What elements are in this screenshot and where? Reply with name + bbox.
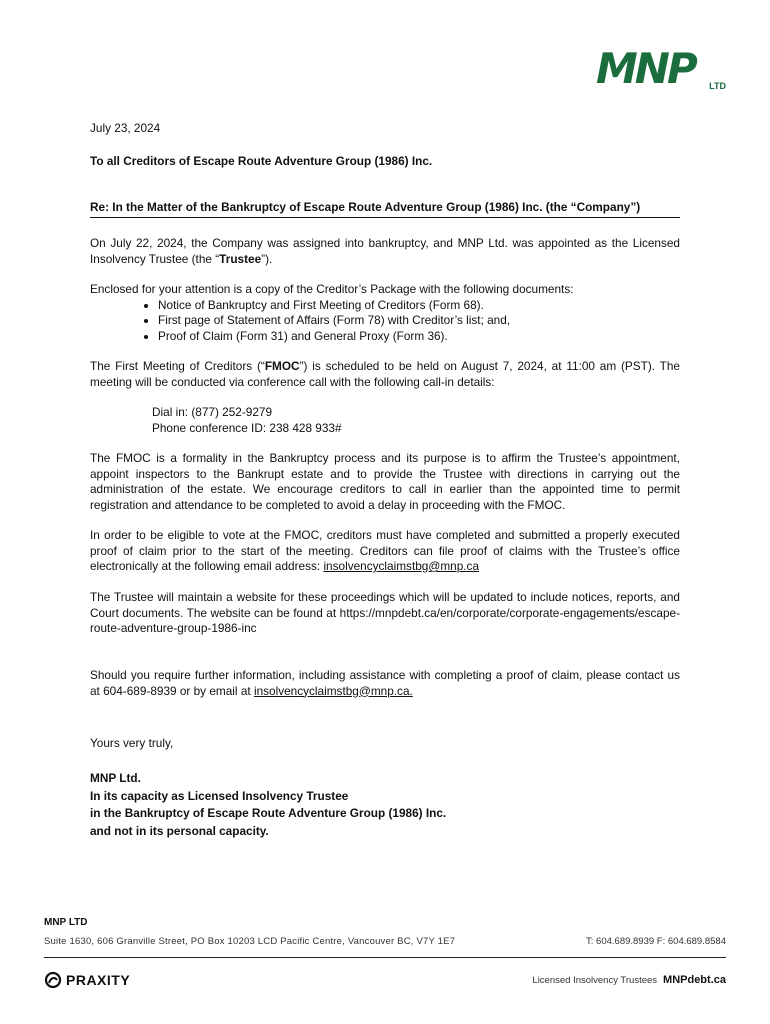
paragraph-appointment bbox=[90, 236, 680, 267]
documents-list bbox=[90, 298, 680, 345]
signature-line: in the Bankruptcy of Escape Route Adventure Group (1986) Inc. bbox=[90, 806, 447, 820]
para7-text: Should you require further information, including assistance with completing a proof of claim, please contact us at 604-689-8939 or by email at bbox=[90, 668, 680, 698]
paragraph-eligibility bbox=[90, 528, 680, 575]
paragraph-fmoc bbox=[90, 359, 680, 390]
paragraph-formality: The FMOC is a formality in the Bankruptcy process and its purpose is to affirm the Trustee’s appointment, appoint inspectors to the Bankrupt estate and to provide the Trustee with directions in carrying out the administration of the estate. We encourage creditors to call in earlier than the appointed time to permit registration and attendance to be completed to avoid a delay in proceeding with the FMOC. bbox=[90, 451, 680, 512]
praxity-icon bbox=[44, 971, 62, 989]
re-line: Re: In the Matter of the Bankruptcy of Escape Route Adventure Group (1986) Inc. (the “Company”) bbox=[90, 200, 680, 218]
call-details bbox=[152, 404, 552, 436]
signature-line: MNP Ltd. bbox=[90, 771, 141, 785]
para1-text-end: ”). bbox=[261, 251, 273, 266]
claims-email-link[interactable]: insolvencyclaimstbg@mnp.ca bbox=[323, 559, 480, 573]
footer-tagline: Licensed Insolvency Trustees bbox=[532, 975, 658, 986]
letter-date: July 23, 2024 bbox=[90, 121, 161, 135]
para1-bold: Trustee bbox=[219, 251, 262, 266]
paragraph-contact bbox=[90, 668, 680, 699]
praxity-logo bbox=[44, 971, 130, 989]
enclosed-intro: Enclosed for your attention is a copy of the Creditor’s Package with the following documents: bbox=[90, 282, 574, 296]
signature-block bbox=[90, 770, 680, 840]
footer-website[interactable]: MNPdebt.ca bbox=[663, 974, 726, 986]
para3-text-end: ”) is scheduled to be held on August 7, 2024, at 11:00 am (PST). The meeting will be conducted via conference call with the following call-in details: bbox=[90, 359, 680, 389]
paragraph-website: The Trustee will maintain a website for these proceedings which will be updated to include notices, reports, and Court documents. The website can be found at https://mnpdebt.ca/en/corporate/corporate-engagements/escape-route-adventure-group-1986-inc bbox=[90, 590, 680, 635]
footer-phones: T: 604.689.8939 F: 604.689.8584 bbox=[586, 936, 726, 947]
logo-brand: MNP bbox=[596, 44, 695, 93]
recipient-line: To all Creditors of Escape Route Adventure Group (1986) Inc. bbox=[90, 154, 433, 168]
signature-line: In its capacity as Licensed Insolvency Trustee bbox=[90, 788, 349, 803]
praxity-wordmark: PRAXITY bbox=[66, 972, 131, 988]
footer-divider bbox=[44, 957, 726, 958]
closing: Yours very truly, bbox=[90, 736, 174, 750]
dial-in: Dial in: (877) 252-9279 bbox=[152, 405, 273, 419]
para3-bold: FMOC bbox=[264, 359, 300, 373]
footer-company: MNP LTD bbox=[44, 917, 88, 928]
para5-text: In order to be eligible to vote at the FMOC, creditors must have completed and submitted a properly executed proof of claim prior to the start of the meeting. Creditors can file proof of claims with the Trustee’s office electronically at the following email address: bbox=[90, 528, 680, 573]
mnp-logo bbox=[596, 44, 726, 94]
footer-tagline-block bbox=[532, 974, 726, 986]
list-item: • Notice of Bankruptcy and First Meeting of Creditors (Form 68). bbox=[158, 298, 680, 314]
list-item: • Proof of Claim (Form 31) and General Proxy (Form 36). bbox=[158, 329, 680, 345]
logo-suffix: LTD bbox=[709, 81, 726, 91]
footer-address: Suite 1630, 606 Granville Street, PO Box 10203 LCD Pacific Centre, Vancouver BC, V7Y 1E7 bbox=[44, 936, 456, 947]
para3-text: The First Meeting of Creditors (“ bbox=[90, 359, 265, 373]
para1-text: On July 22, 2024, the Company was assigned into bankruptcy, and MNP Ltd. was appointed as the Licensed Insolvency Trustee (the “ bbox=[90, 236, 680, 266]
conference-id: Phone conference ID: 238 428 933# bbox=[152, 421, 342, 435]
signature-line: and not in its personal capacity. bbox=[90, 823, 269, 838]
list-item: • First page of Statement of Affairs (Form 78) with Creditor’s list; and, bbox=[158, 313, 680, 329]
contact-email-link[interactable]: insolvencyclaimstbg@mnp.ca. bbox=[253, 683, 413, 698]
paragraph-enclosed bbox=[90, 282, 680, 344]
